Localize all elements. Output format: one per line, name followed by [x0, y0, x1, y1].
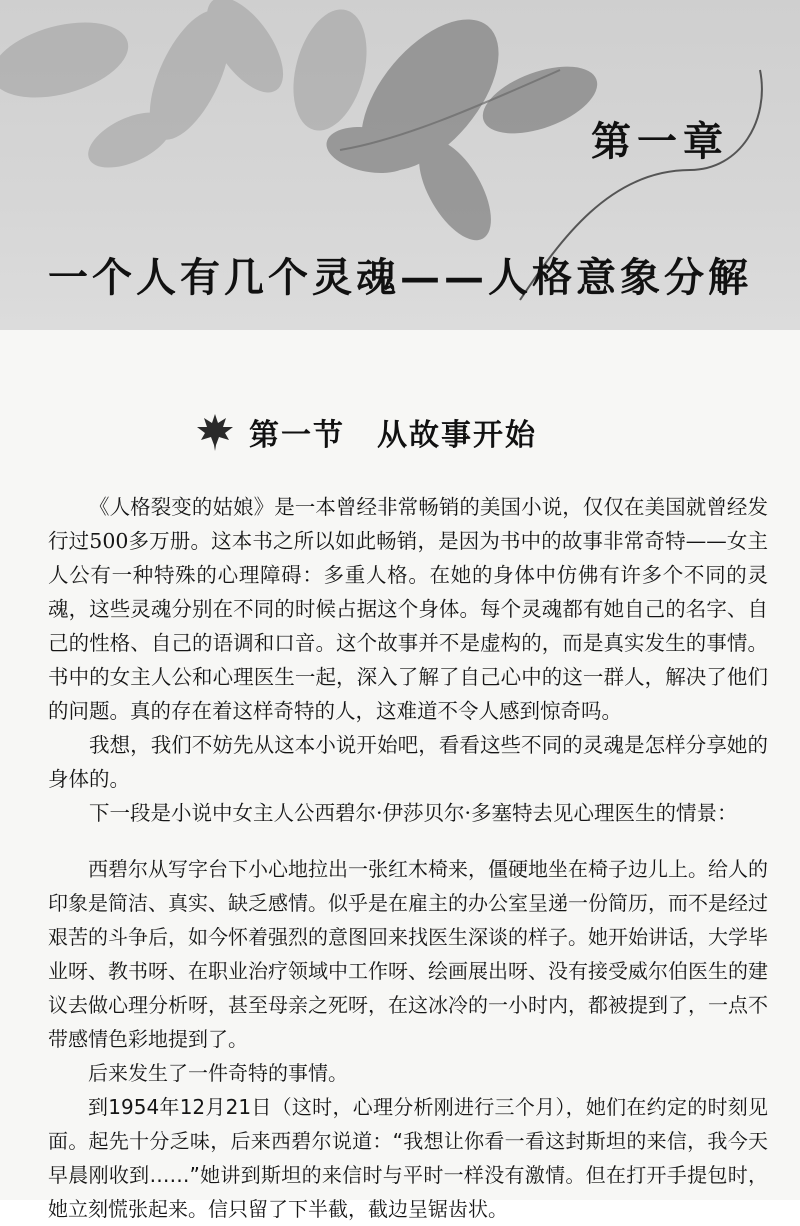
quote-paragraph: 西碧尔从写字台下小心地拉出一张红木椅来，僵硬地坐在椅子边儿上。给人的印象是简洁、真实、缺乏感情。似乎是在雇主的办公室呈递一份简历，而不是经过艰苦的斗争后，如今怀着强烈的意图回来找医生深谈的样子。她开始讲话，大学毕业呀、教书呀、在职业治疗领域中工作呀、绘画展出呀、没有接受威尔伯医生的建议去做心理分析呀，甚至母亲之死呀，在这冰冷的一小时内，都被提到了，一点不带感情色彩地提到了。 [48, 857, 768, 1051]
quoted-excerpt [48, 852, 768, 1226]
section-heading [195, 410, 615, 454]
body-paragraph: 《人格裂变的姑娘》是一本曾经非常畅销的美国小说，仅仅在美国就曾经发行过500多万册。这本书之所以如此畅销，是因为书中的故事非常奇特——女主人公有一种特殊的心理障碍：多重人格。在她的身体中仿佛有许多个不同的灵魂，这些灵魂分别在不同的时候占据这个身体。每个灵魂都有她自己的名字、自己的性格、自己的语调和口音。这个故事并不是虚构的，而是真实发生的事情。书中的女主人公和心理医生一起，深入了解了自己心中的这一群人，解决了他们的问题。真的存在着这样奇特的人，这难道不令人感到惊奇吗。 [48, 495, 768, 723]
body-paragraph: 下一段是小说中女主人公西碧尔·伊莎贝尔·多塞特去见心理医生的情景： [89, 801, 738, 825]
body-text [48, 490, 768, 830]
quote-paragraph: 后来发生了一件奇特的事情。 [88, 1061, 348, 1085]
chapter-title: 一个人有几个灵魂——人格意象分解 [48, 254, 752, 301]
section-title: 第一节 从故事开始 [249, 418, 537, 453]
chapter-number: 第一章 [591, 118, 729, 165]
maple-leaf-icon [195, 412, 235, 452]
body-paragraph: 我想，我们不妨先从这本小说开始吧，看看这些不同的灵魂是怎样分享她的身体的。 [48, 733, 768, 791]
chapter-header-band [0, 0, 800, 330]
quote-paragraph: 到1954年12月21日（这时，心理分析刚进行三个月），她们在约定的时刻见面。起先十分乏味，后来西碧尔说道：“我想让你看一看这封斯坦的来信，我今天早晨刚收到……”她讲到斯坦的来信时与平时一样没有激情。但在打开手提包时，她立刻慌张起来。信只留了下半截，截边呈锯齿状。 [48, 1095, 768, 1221]
